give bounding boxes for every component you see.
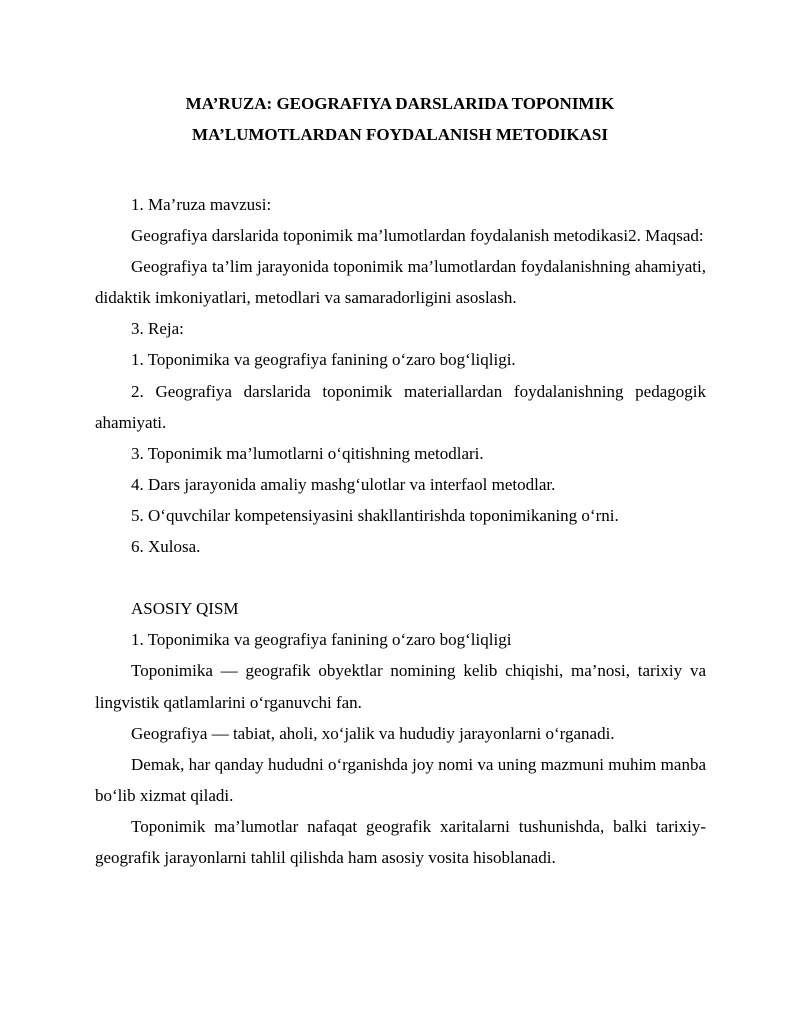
subsection-heading: 1. Toponimika va geografiya fanining o‘zaro bog‘liqligi [131, 630, 512, 650]
blank-line [95, 562, 706, 593]
paragraph-toponymy: Toponimika — geografik obyektlar nomining kelib chiqishi, ma’nosi, tarixiy va lingvistik qatlamlarini o‘rganuvchi fan. [95, 661, 706, 712]
main-section-heading: ASOSIY QISM [131, 599, 239, 619]
plan-item-1: 1. Toponimika va geografiya fanining o‘zaro bog‘liqligi. [131, 350, 516, 370]
paragraph-geography: Geografiya — tabiat, aholi, xo‘jalik va hududiy jarayonlarni o‘rganadi. [131, 723, 615, 743]
document-body [95, 189, 706, 873]
paragraph-therefore: Demak, har qanday hududni o‘rganishda joy nomi va uning mazmuni muhim manba bo‘lib xizmat qiladi. [95, 754, 706, 805]
plan-item-3: 3. Toponimik ma’lumotlarni o‘qitishning metodlari. [131, 443, 484, 463]
paragraph-topic: Geografiya darslarida toponimik ma’lumotlardan foydalanish metodikasi2. Maqsad: [131, 226, 704, 246]
paragraph-goal: Geografiya ta’lim jarayonida toponimik ma’lumotlardan foydalanishning ahamiyati, didaktik imkoniyatlari, metodlari va samaradorligini asoslash. [95, 257, 706, 308]
title-line-2: MA’LUMOTLARDAN FOYDALANISH METODIKASI [192, 125, 608, 144]
paragraph-toponymic-data: Toponimik ma’lumotlar nafaqat geografik xaritalarni tushunishda, balki tarixiy-geografik jarayonlarni tahlil qilishda ham asosiy vosita hisoblanadi. [95, 816, 706, 867]
plan-item-5: 5. O‘quvchilar kompetensiyasini shakllantirishda toponimikaning o‘rni. [131, 505, 619, 525]
title-line-1: MA’RUZA: GEOGRAFIYA DARSLARIDA TOPONIMIK [185, 94, 615, 113]
plan-item-6: 6. Xulosa. [131, 537, 201, 557]
section-heading-plan: 3. Reja: [131, 319, 184, 339]
section-heading-topic: 1. Ma’ruza mavzusi: [131, 195, 272, 214]
plan-item-4: 4. Dars jarayonida amaliy mashg‘ulotlar va interfaol metodlar. [131, 474, 556, 494]
plan-item-2: 2. Geografiya darslarida toponimik materiallardan foydalanishning pedagogik ahamiyati. [95, 381, 706, 432]
